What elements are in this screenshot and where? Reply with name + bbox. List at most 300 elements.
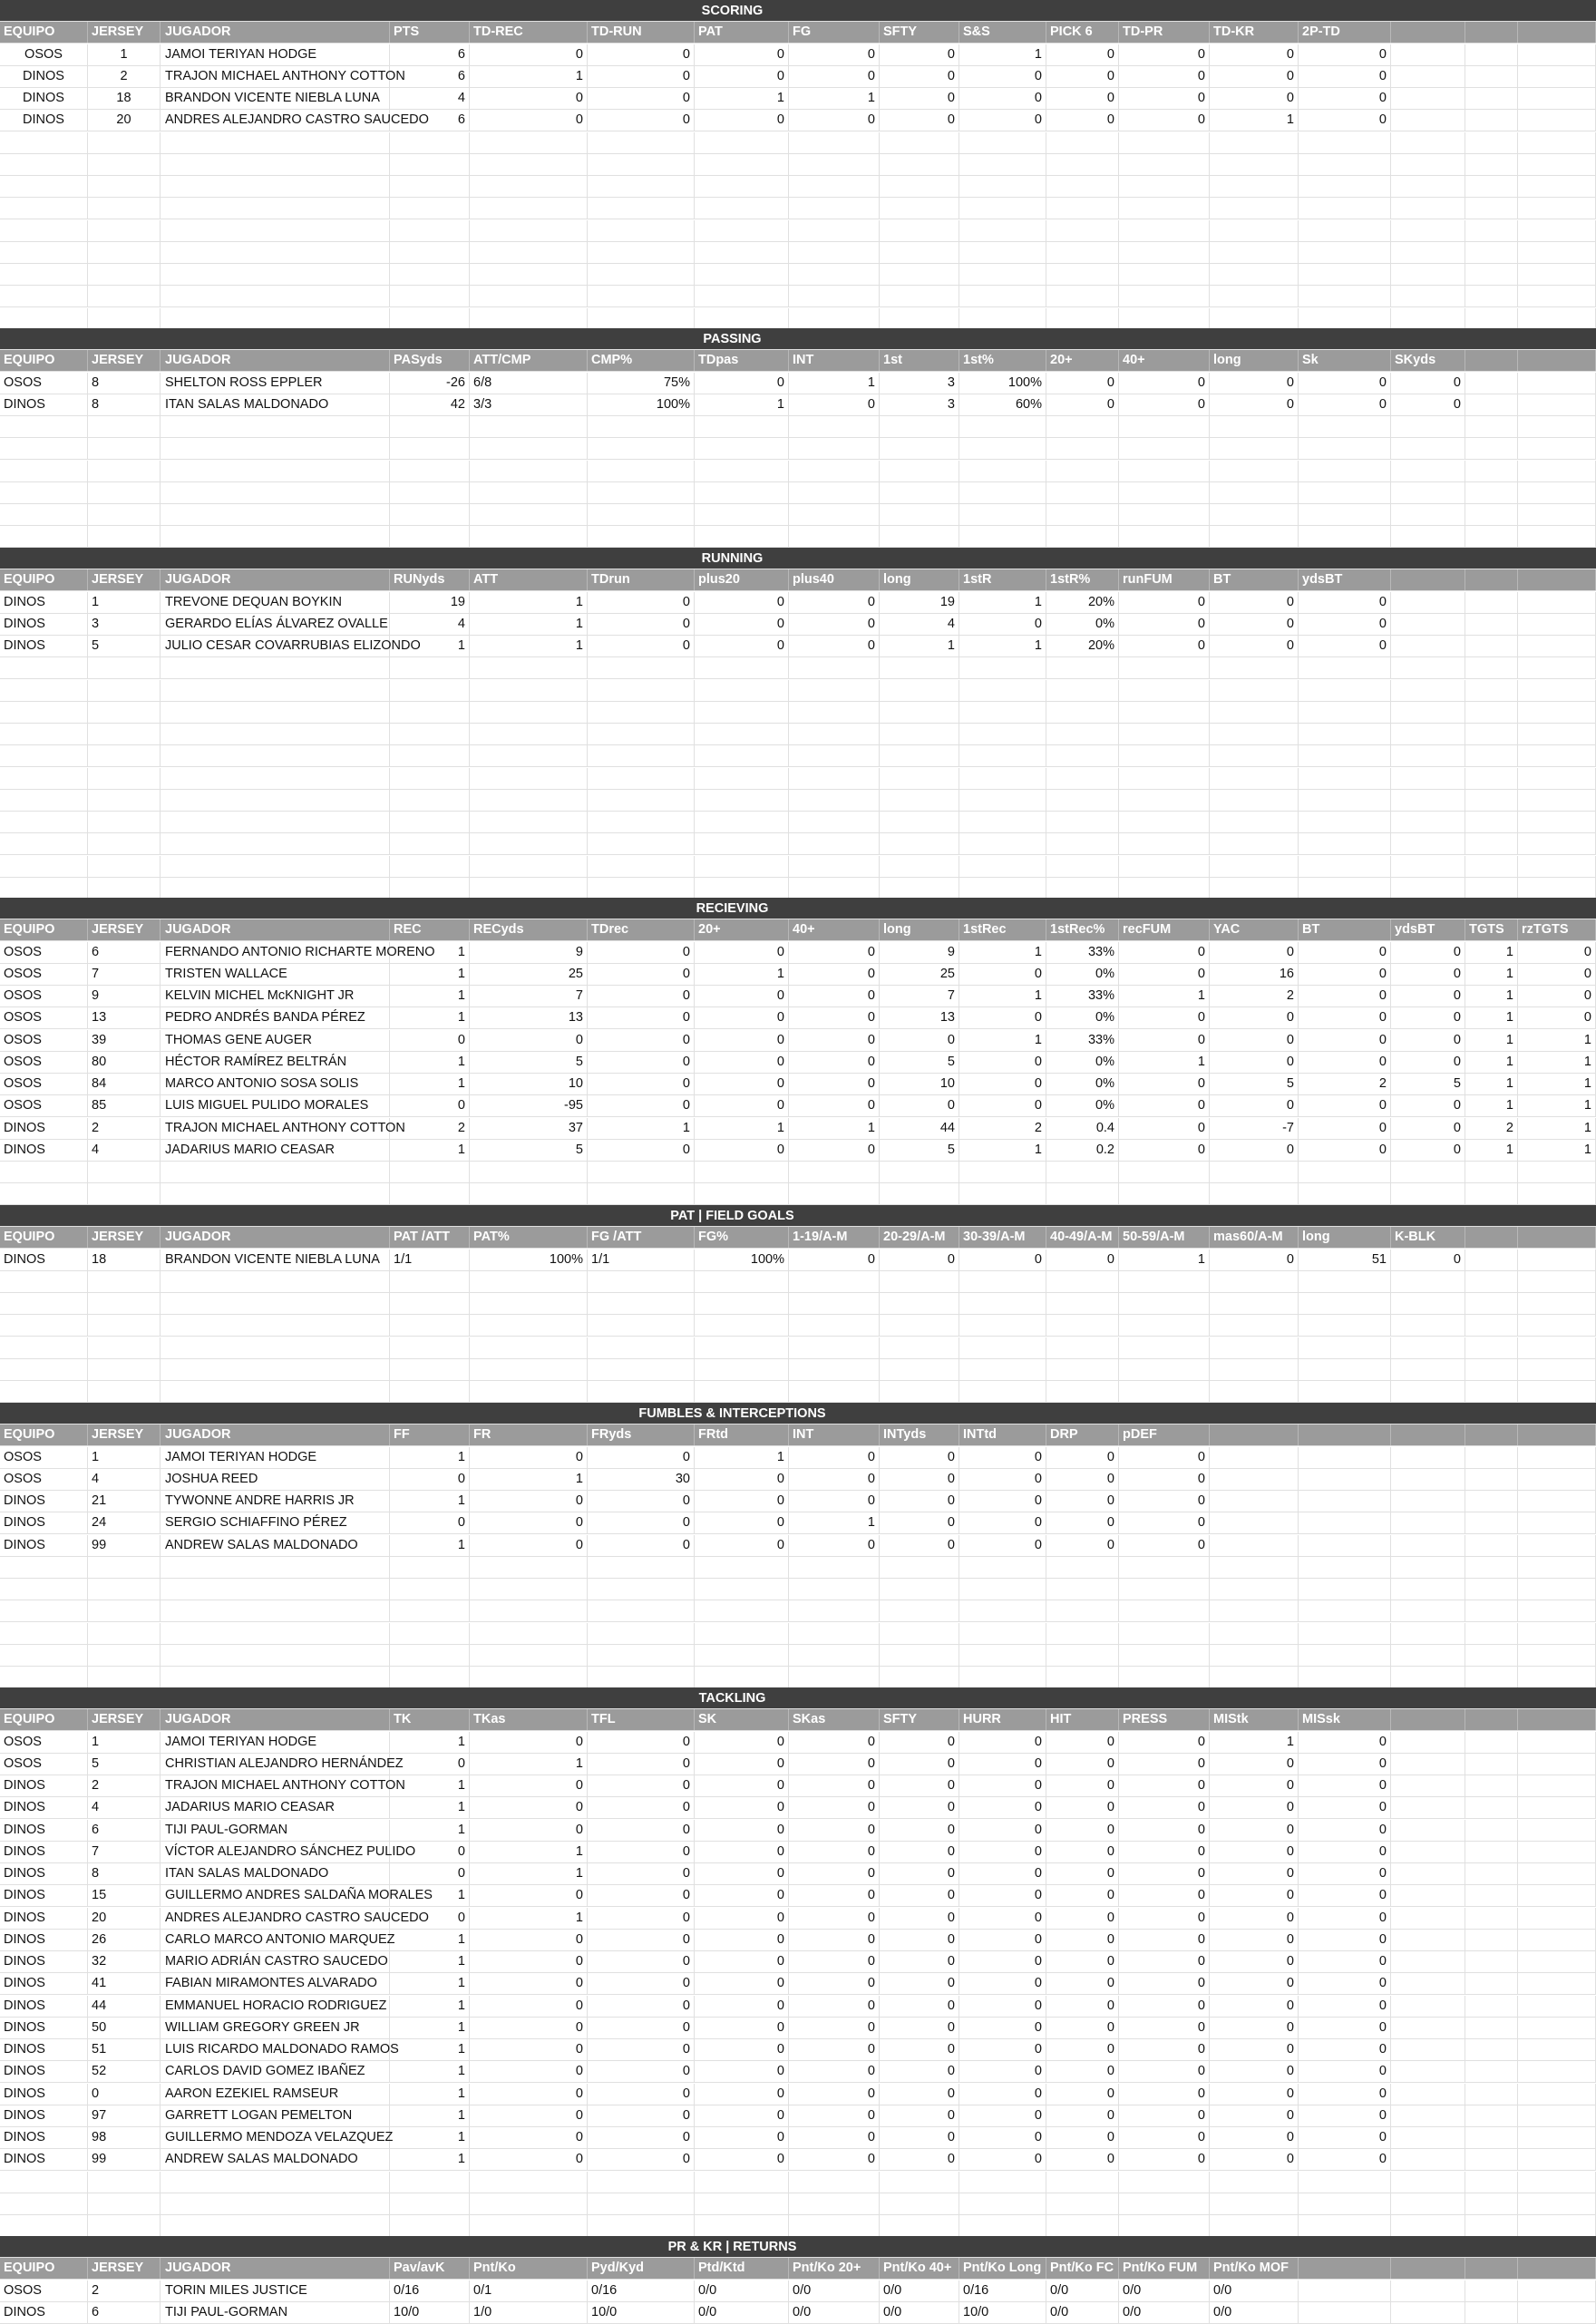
empty-cell[interactable] [959,308,1046,329]
table-cell[interactable]: 0 [959,1052,1046,1073]
column-header[interactable]: 20+ [1046,350,1119,371]
table-cell[interactable]: 0 [880,1951,959,1972]
empty-cell[interactable] [1465,856,1518,877]
empty-cell[interactable] [0,1162,88,1182]
table-cell[interactable]: OSOS [0,986,88,1006]
empty-cell[interactable] [1518,1754,1596,1775]
table-cell[interactable]: 0 [1210,1797,1299,1818]
empty-cell[interactable] [88,416,161,437]
table-cell[interactable]: DINOS [0,2127,88,2148]
table-cell[interactable]: 5 [88,1754,161,1775]
empty-cell[interactable] [588,264,695,285]
table-cell[interactable]: 0 [588,964,695,985]
table-cell[interactable]: 0 [1299,44,1391,65]
column-header[interactable]: EQUIPO [0,350,88,371]
table-cell[interactable]: 1 [390,2127,470,2148]
empty-cell[interactable] [161,1162,390,1182]
table-cell[interactable]: 0 [1119,2105,1210,2126]
empty-cell[interactable] [588,1579,695,1600]
empty-cell[interactable] [880,790,959,811]
table-cell[interactable]: 0 [1119,1885,1210,1906]
table-cell[interactable]: 8 [88,373,161,394]
empty-cell[interactable] [1046,1381,1119,1402]
table-cell[interactable]: 0 [1046,1797,1119,1818]
table-cell[interactable]: VÍCTOR ALEJANDRO SÁNCHEZ PULIDO [161,1842,390,1862]
empty-cell[interactable] [588,242,695,263]
column-header[interactable]: TD-KR [1210,22,1299,43]
empty-cell[interactable] [1119,702,1210,723]
table-cell[interactable]: 0 [789,2127,880,2148]
column-header[interactable]: ydsBT [1299,569,1391,590]
table-cell[interactable]: 0 [588,1535,695,1556]
empty-cell[interactable] [470,504,588,525]
empty-cell[interactable] [88,680,161,701]
table-cell[interactable]: CARLOS DAVID GOMEZ IBAÑEZ [161,2061,390,2082]
empty-cell[interactable] [1299,1183,1391,1204]
empty-cell[interactable] [88,264,161,285]
table-cell[interactable]: 1 [695,88,789,109]
empty-cell[interactable] [1119,1359,1210,1380]
table-cell[interactable]: EMMANUEL HORACIO RODRIGUEZ [161,1996,390,2017]
empty-cell[interactable] [1391,220,1465,241]
table-cell[interactable]: 0% [1046,1052,1119,1073]
table-cell[interactable]: 0 [1046,1491,1119,1512]
empty-cell[interactable] [1119,198,1210,219]
empty-cell[interactable] [1299,833,1391,854]
table-cell[interactable]: 0 [588,942,695,963]
table-cell[interactable]: 1 [390,1491,470,1512]
empty-cell[interactable] [1299,724,1391,744]
table-cell[interactable]: 0 [789,1863,880,1884]
empty-cell[interactable] [1210,724,1299,744]
table-cell[interactable]: 4 [390,88,470,109]
table-cell[interactable]: 2 [88,1118,161,1139]
column-header[interactable]: MISsk [1299,1709,1391,1730]
table-cell[interactable]: 7 [88,1842,161,1862]
empty-cell[interactable] [588,1600,695,1621]
empty-cell[interactable] [959,176,1046,197]
empty-cell[interactable] [470,264,588,285]
empty-cell[interactable] [789,1337,880,1358]
empty-cell[interactable] [1518,1469,1596,1490]
empty-cell[interactable] [161,154,390,175]
table-cell[interactable]: 0 [1119,1842,1210,1862]
empty-cell[interactable] [1210,198,1299,219]
empty-cell[interactable] [1391,1996,1465,2017]
column-header[interactable]: PAT [695,22,789,43]
empty-cell[interactable] [789,504,880,525]
column-header[interactable]: JERSEY [88,569,161,590]
empty-cell[interactable] [390,1623,470,1644]
table-cell[interactable]: 0 [789,614,880,635]
empty-cell[interactable] [88,1183,161,1204]
empty-cell[interactable] [390,526,470,547]
empty-cell[interactable] [1391,2302,1465,2323]
table-cell[interactable]: 5 [880,1052,959,1073]
empty-cell[interactable] [959,1600,1046,1621]
table-cell[interactable]: DINOS [0,88,88,109]
empty-cell[interactable] [1391,1579,1465,1600]
empty-cell[interactable] [588,657,695,678]
table-cell[interactable]: 0 [1119,2127,1210,2148]
table-cell[interactable]: 1 [390,1951,470,1972]
table-cell[interactable]: 0 [588,1095,695,1116]
empty-cell[interactable] [789,264,880,285]
table-cell[interactable]: 0 [695,614,789,635]
empty-cell[interactable] [390,416,470,437]
table-cell[interactable]: 0% [1046,1007,1119,1028]
empty-cell[interactable] [1391,308,1465,329]
empty-cell[interactable] [390,176,470,197]
empty-cell[interactable] [88,308,161,329]
table-cell[interactable]: 0 [1210,1052,1299,1073]
empty-cell[interactable] [695,702,789,723]
table-cell[interactable]: 1 [1465,1095,1518,1116]
empty-cell[interactable] [88,812,161,832]
column-header[interactable]: Pnt/Ko Long [959,2258,1046,2279]
column-header[interactable]: JERSEY [88,1709,161,1730]
empty-cell[interactable] [1518,1667,1596,1687]
empty-cell[interactable] [1465,768,1518,789]
table-cell[interactable]: 1 [1518,1052,1596,1073]
empty-cell[interactable] [1391,1271,1465,1292]
empty-cell[interactable] [789,1667,880,1687]
column-header[interactable]: JERSEY [88,2258,161,2279]
table-cell[interactable]: 0 [880,2061,959,2082]
table-cell[interactable]: 0 [1119,110,1210,131]
empty-cell[interactable] [695,132,789,153]
empty-cell[interactable] [470,1381,588,1402]
empty-cell[interactable] [880,1623,959,1644]
column-header[interactable]: TD-PR [1119,22,1210,43]
table-cell[interactable]: 16 [1210,964,1299,985]
empty-cell[interactable] [470,812,588,832]
empty-cell[interactable] [88,856,161,877]
column-header[interactable]: BT [1299,919,1391,940]
empty-cell[interactable] [1119,1183,1210,1204]
table-cell[interactable]: 0 [1119,394,1210,415]
empty-cell[interactable] [880,1667,959,1687]
table-cell[interactable]: 0 [1119,1973,1210,1994]
table-cell[interactable]: 0 [695,1074,789,1094]
empty-cell[interactable] [88,176,161,197]
empty-cell[interactable] [1518,1600,1596,1621]
table-cell[interactable]: 0 [1210,636,1299,656]
column-header[interactable]: recFUM [1119,919,1210,940]
empty-cell[interactable] [390,856,470,877]
empty-cell[interactable] [470,657,588,678]
table-cell[interactable]: 0 [1046,44,1119,65]
table-cell[interactable]: 0 [1119,1030,1210,1051]
table-cell[interactable]: 0 [1299,1820,1391,1841]
table-cell[interactable]: 1 [1465,1007,1518,1028]
empty-cell[interactable] [161,526,390,547]
empty-cell[interactable] [1465,1908,1518,1929]
table-cell[interactable]: 0 [1119,1535,1210,1556]
empty-cell[interactable] [959,438,1046,459]
column-header[interactable]: TGTS [1465,919,1518,940]
empty-cell[interactable] [1299,1381,1391,1402]
empty-cell[interactable] [880,1600,959,1621]
empty-cell[interactable] [161,264,390,285]
empty-cell[interactable] [1518,812,1596,832]
table-cell[interactable]: 0 [1210,1775,1299,1796]
table-cell[interactable]: 0 [1299,942,1391,963]
empty-cell[interactable] [1299,2193,1391,2214]
empty-cell[interactable] [1465,1996,1518,2017]
empty-cell[interactable] [1391,878,1465,899]
empty-cell[interactable] [0,680,88,701]
empty-cell[interactable] [959,1579,1046,1600]
empty-cell[interactable] [1518,1250,1596,1270]
empty-cell[interactable] [789,657,880,678]
table-cell[interactable]: TRAJON MICHAEL ANTHONY COTTON [161,1118,390,1139]
empty-cell[interactable] [1518,2302,1596,2323]
table-cell[interactable]: 1 [1119,1052,1210,1073]
table-cell[interactable]: 0 [588,1447,695,1468]
table-cell[interactable]: 98 [88,2127,161,2148]
table-cell[interactable]: 13 [88,1007,161,1028]
table-cell[interactable]: 0 [1391,1095,1465,1116]
empty-cell[interactable] [588,482,695,503]
empty-cell[interactable] [1465,2302,1518,2323]
table-cell[interactable]: 0 [695,2084,789,2105]
table-cell[interactable]: TREVONE DEQUAN BOYKIN [161,592,390,613]
table-cell[interactable]: DINOS [0,1930,88,1950]
empty-cell[interactable] [1391,614,1465,635]
table-cell[interactable]: 0 [959,2127,1046,2148]
table-cell[interactable]: 0 [789,592,880,613]
table-cell[interactable]: 1 [390,1052,470,1073]
table-cell[interactable]: 0 [588,1842,695,1862]
empty-cell[interactable] [695,482,789,503]
empty-cell[interactable] [1465,132,1518,153]
empty-cell[interactable] [1391,1797,1465,1818]
column-header[interactable]: EQUIPO [0,1709,88,1730]
table-cell[interactable]: 0 [959,1973,1046,1994]
empty-cell[interactable] [880,482,959,503]
table-cell[interactable]: 0 [789,1996,880,2017]
empty-cell[interactable] [959,1183,1046,1204]
table-cell[interactable]: 0 [959,1775,1046,1796]
table-cell[interactable]: 0 [880,1512,959,1533]
empty-cell[interactable] [1119,438,1210,459]
empty-cell[interactable] [161,132,390,153]
empty-cell[interactable] [1210,264,1299,285]
table-cell[interactable]: AARON EZEKIEL RAMSEUR [161,2084,390,2105]
table-cell[interactable]: 0 [1119,1007,1210,1028]
empty-cell[interactable] [1391,768,1465,789]
table-cell[interactable]: 0 [1046,1512,1119,1533]
empty-cell[interactable] [1391,504,1465,525]
empty-cell[interactable] [959,680,1046,701]
empty-cell[interactable] [1465,1579,1518,1600]
table-cell[interactable]: 0 [1299,2061,1391,2082]
column-header[interactable]: ATT [470,569,588,590]
empty-cell[interactable] [695,1600,789,1621]
empty-cell[interactable] [88,878,161,899]
empty-cell[interactable] [1465,2193,1518,2214]
table-cell[interactable]: 0 [695,110,789,131]
empty-cell[interactable] [1465,1535,1518,1556]
table-cell[interactable]: 0 [1046,1469,1119,1490]
table-cell[interactable]: 0 [1210,1930,1299,1950]
table-cell[interactable]: 1 [390,1140,470,1161]
table-cell[interactable]: 9 [880,942,959,963]
empty-cell[interactable] [1391,461,1465,481]
empty-cell[interactable] [390,1579,470,1600]
table-cell[interactable]: -26 [390,373,470,394]
empty-cell[interactable] [1518,2193,1596,2214]
table-cell[interactable]: 0/0 [1210,2302,1299,2323]
empty-cell[interactable] [1391,1842,1465,1862]
table-cell[interactable]: 0 [390,1842,470,1862]
table-cell[interactable]: 0 [695,1908,789,1929]
empty-cell[interactable] [0,1359,88,1380]
empty-cell[interactable] [161,1645,390,1666]
table-cell[interactable]: 0 [959,110,1046,131]
table-cell[interactable]: 0 [789,44,880,65]
empty-cell[interactable] [880,878,959,899]
column-header[interactable]: 20-29/A-M [880,1227,959,1248]
table-cell[interactable]: 0 [959,1996,1046,2017]
table-cell[interactable]: OSOS [0,1095,88,1116]
column-header[interactable]: plus40 [789,569,880,590]
table-cell[interactable]: 0 [880,1469,959,1490]
empty-cell[interactable] [1299,1162,1391,1182]
empty-cell[interactable] [1391,592,1465,613]
table-cell[interactable]: 0 [1210,1007,1299,1028]
table-cell[interactable]: 0 [959,1930,1046,1950]
empty-cell[interactable] [695,812,789,832]
table-cell[interactable]: 0 [1210,942,1299,963]
empty-cell[interactable] [588,2193,695,2214]
table-cell[interactable]: 32 [88,1951,161,1972]
empty-cell[interactable] [1465,154,1518,175]
empty-cell[interactable] [1391,66,1465,87]
column-header[interactable]: Pnt/Ko FUM [1119,2258,1210,2279]
empty-cell[interactable] [695,1381,789,1402]
table-cell[interactable]: 0/0 [789,2302,880,2323]
table-cell[interactable]: 1 [880,636,959,656]
table-cell[interactable]: 26 [88,1930,161,1950]
table-cell[interactable]: 0 [695,1885,789,1906]
empty-cell[interactable] [390,132,470,153]
empty-cell[interactable] [959,1381,1046,1402]
table-cell[interactable]: 1 [390,1007,470,1028]
empty-cell[interactable] [1119,878,1210,899]
table-cell[interactable]: 20 [88,110,161,131]
table-cell[interactable]: 1 [390,2105,470,2126]
table-cell[interactable]: 0 [959,1074,1046,1094]
empty-cell[interactable] [1518,1863,1596,1884]
table-cell[interactable]: 0 [880,1030,959,1051]
empty-cell[interactable] [959,724,1046,744]
empty-cell[interactable] [88,745,161,766]
empty-cell[interactable] [390,833,470,854]
empty-cell[interactable] [161,702,390,723]
table-cell[interactable]: 0 [1119,614,1210,635]
empty-cell[interactable] [588,1162,695,1182]
empty-cell[interactable] [1119,176,1210,197]
table-cell[interactable]: DINOS [0,1996,88,2017]
table-cell[interactable]: 0 [880,2105,959,2126]
table-cell[interactable]: 0 [1210,66,1299,87]
table-cell[interactable]: 1 [695,394,789,415]
empty-cell[interactable] [1210,1359,1299,1380]
empty-cell[interactable] [390,482,470,503]
table-cell[interactable]: 1 [1465,1052,1518,1073]
table-cell[interactable]: 7 [88,964,161,985]
empty-cell[interactable] [695,1271,789,1292]
table-cell[interactable]: 0 [1299,986,1391,1006]
empty-cell[interactable] [1391,657,1465,678]
empty-cell[interactable] [470,1600,588,1621]
table-cell[interactable]: 1 [1518,1140,1596,1161]
table-cell[interactable]: 1 [390,942,470,963]
empty-cell[interactable] [0,438,88,459]
empty-cell[interactable] [789,1359,880,1380]
table-cell[interactable]: 0 [880,1095,959,1116]
empty-cell[interactable] [1465,790,1518,811]
empty-cell[interactable] [1465,2061,1518,2082]
table-cell[interactable]: DINOS [0,1140,88,1161]
empty-cell[interactable] [0,1381,88,1402]
empty-cell[interactable] [1465,1250,1518,1270]
empty-cell[interactable] [1465,308,1518,329]
empty-cell[interactable] [588,878,695,899]
empty-cell[interactable] [789,856,880,877]
empty-cell[interactable] [1119,657,1210,678]
empty-cell[interactable] [1391,438,1465,459]
empty-cell[interactable] [1046,724,1119,744]
empty-cell[interactable] [1518,878,1596,899]
empty-cell[interactable] [1119,1600,1210,1621]
table-cell[interactable]: 1 [470,592,588,613]
table-cell[interactable]: 0 [390,1754,470,1775]
empty-cell[interactable] [88,1645,161,1666]
empty-cell[interactable] [1518,526,1596,547]
empty-cell[interactable] [959,812,1046,832]
table-cell[interactable]: 0 [695,1469,789,1490]
table-cell[interactable]: 0 [880,1885,959,1906]
table-cell[interactable]: 0 [1391,1052,1465,1073]
empty-cell[interactable] [88,526,161,547]
empty-cell[interactable] [1210,1512,1299,1533]
column-header[interactable]: DRP [1046,1425,1119,1445]
table-cell[interactable]: 84 [88,1074,161,1094]
table-cell[interactable]: 0 [390,1030,470,1051]
empty-cell[interactable] [1299,220,1391,241]
empty-cell[interactable] [1046,1293,1119,1314]
empty-cell[interactable] [1465,1557,1518,1578]
empty-cell[interactable] [1046,2215,1119,2236]
empty-cell[interactable] [1210,461,1299,481]
table-cell[interactable]: 1 [1465,986,1518,1006]
table-cell[interactable]: DINOS [0,614,88,635]
empty-cell[interactable] [1046,416,1119,437]
table-cell[interactable]: 0 [1119,1469,1210,1490]
empty-cell[interactable] [1465,394,1518,415]
table-cell[interactable]: 0/1 [470,2280,588,2301]
table-cell[interactable]: 0/0 [1119,2280,1210,2301]
empty-cell[interactable] [88,1271,161,1292]
empty-cell[interactable] [695,878,789,899]
empty-cell[interactable] [1465,1645,1518,1666]
empty-cell[interactable] [789,1645,880,1666]
column-header[interactable]: K-BLK [1391,1227,1465,1248]
empty-cell[interactable] [1518,1183,1596,1204]
